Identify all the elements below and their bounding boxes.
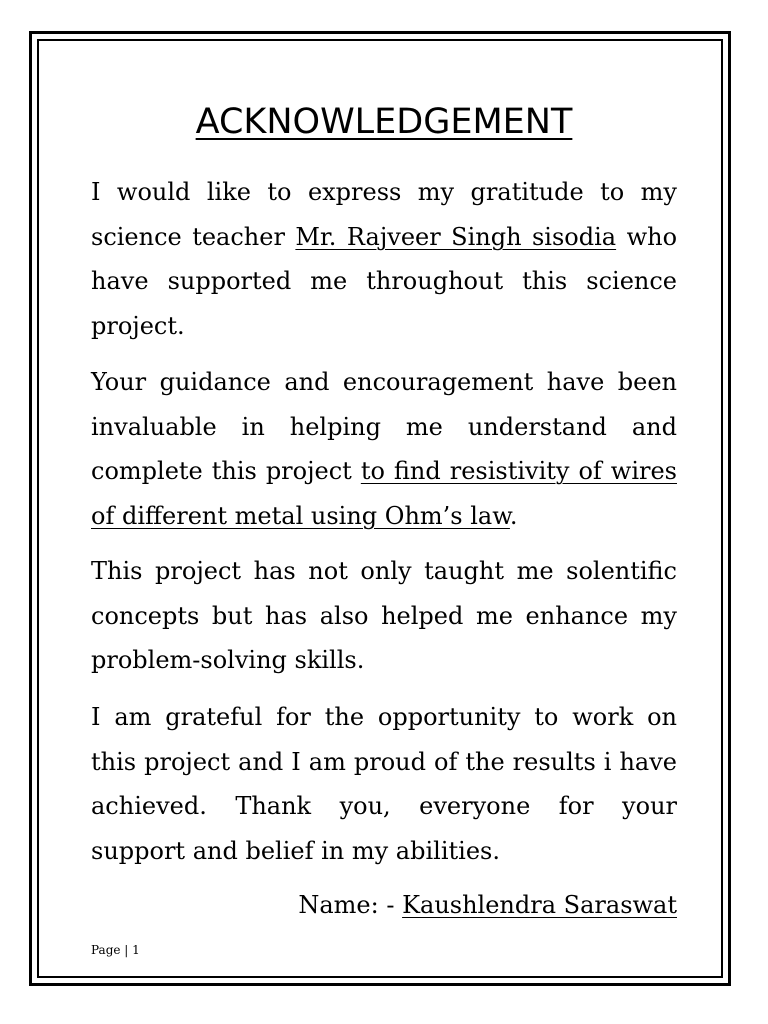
- paragraph-line: invaluable in helping me understand and: [91, 412, 677, 441]
- page-number: Page | 1: [91, 943, 140, 957]
- paragraph-line: this project and I am proud of the results i have: [91, 747, 677, 776]
- paragraph-line: concepts but has also helped me enhance my: [91, 601, 677, 630]
- line-text: complete this project: [91, 457, 361, 485]
- signature-name: Kaushlendra Saraswat: [402, 891, 677, 919]
- signature-label: Name: -: [298, 891, 403, 919]
- paragraph-guidance: [91, 360, 677, 538]
- line-text: who: [616, 222, 678, 251]
- paragraph-line: support and belief in my abilities.: [91, 836, 500, 865]
- project-topic: of different metal using Ohm’s law: [91, 501, 510, 530]
- paragraph-line: have supported me throughout this science: [91, 267, 677, 295]
- page-title: [0, 98, 768, 146]
- paragraph-line: [91, 494, 677, 539]
- paragraph-line: I am grateful for the opportunity to work on: [91, 703, 677, 731]
- paragraph-line: [91, 215, 677, 260]
- paragraph-line: problem-solving skills.: [91, 646, 365, 674]
- paragraph-learning: [91, 549, 677, 683]
- paragraph-line: achieved. Thank you, everyone for your: [91, 792, 677, 820]
- paragraph-gratitude: [91, 170, 677, 348]
- teacher-name: Mr. Rajveer Singh sisodia: [295, 222, 617, 251]
- signature-line: [91, 883, 677, 927]
- title-text: ACKNOWLEDGEMENT: [195, 102, 573, 142]
- paragraph-line: I would like to express my gratitude to my: [91, 178, 677, 206]
- paragraph-thanks: [91, 695, 677, 873]
- project-topic: to find resistivity of wires: [360, 457, 677, 485]
- paragraph-line: [91, 449, 677, 494]
- paragraph-line: Your guidance and encouragement have been: [91, 368, 677, 396]
- line-text: science teacher: [91, 222, 296, 251]
- line-text: .: [509, 501, 518, 530]
- paragraph-line: This project has not only taught me solentific: [91, 557, 677, 585]
- paragraph-line: project.: [91, 311, 185, 340]
